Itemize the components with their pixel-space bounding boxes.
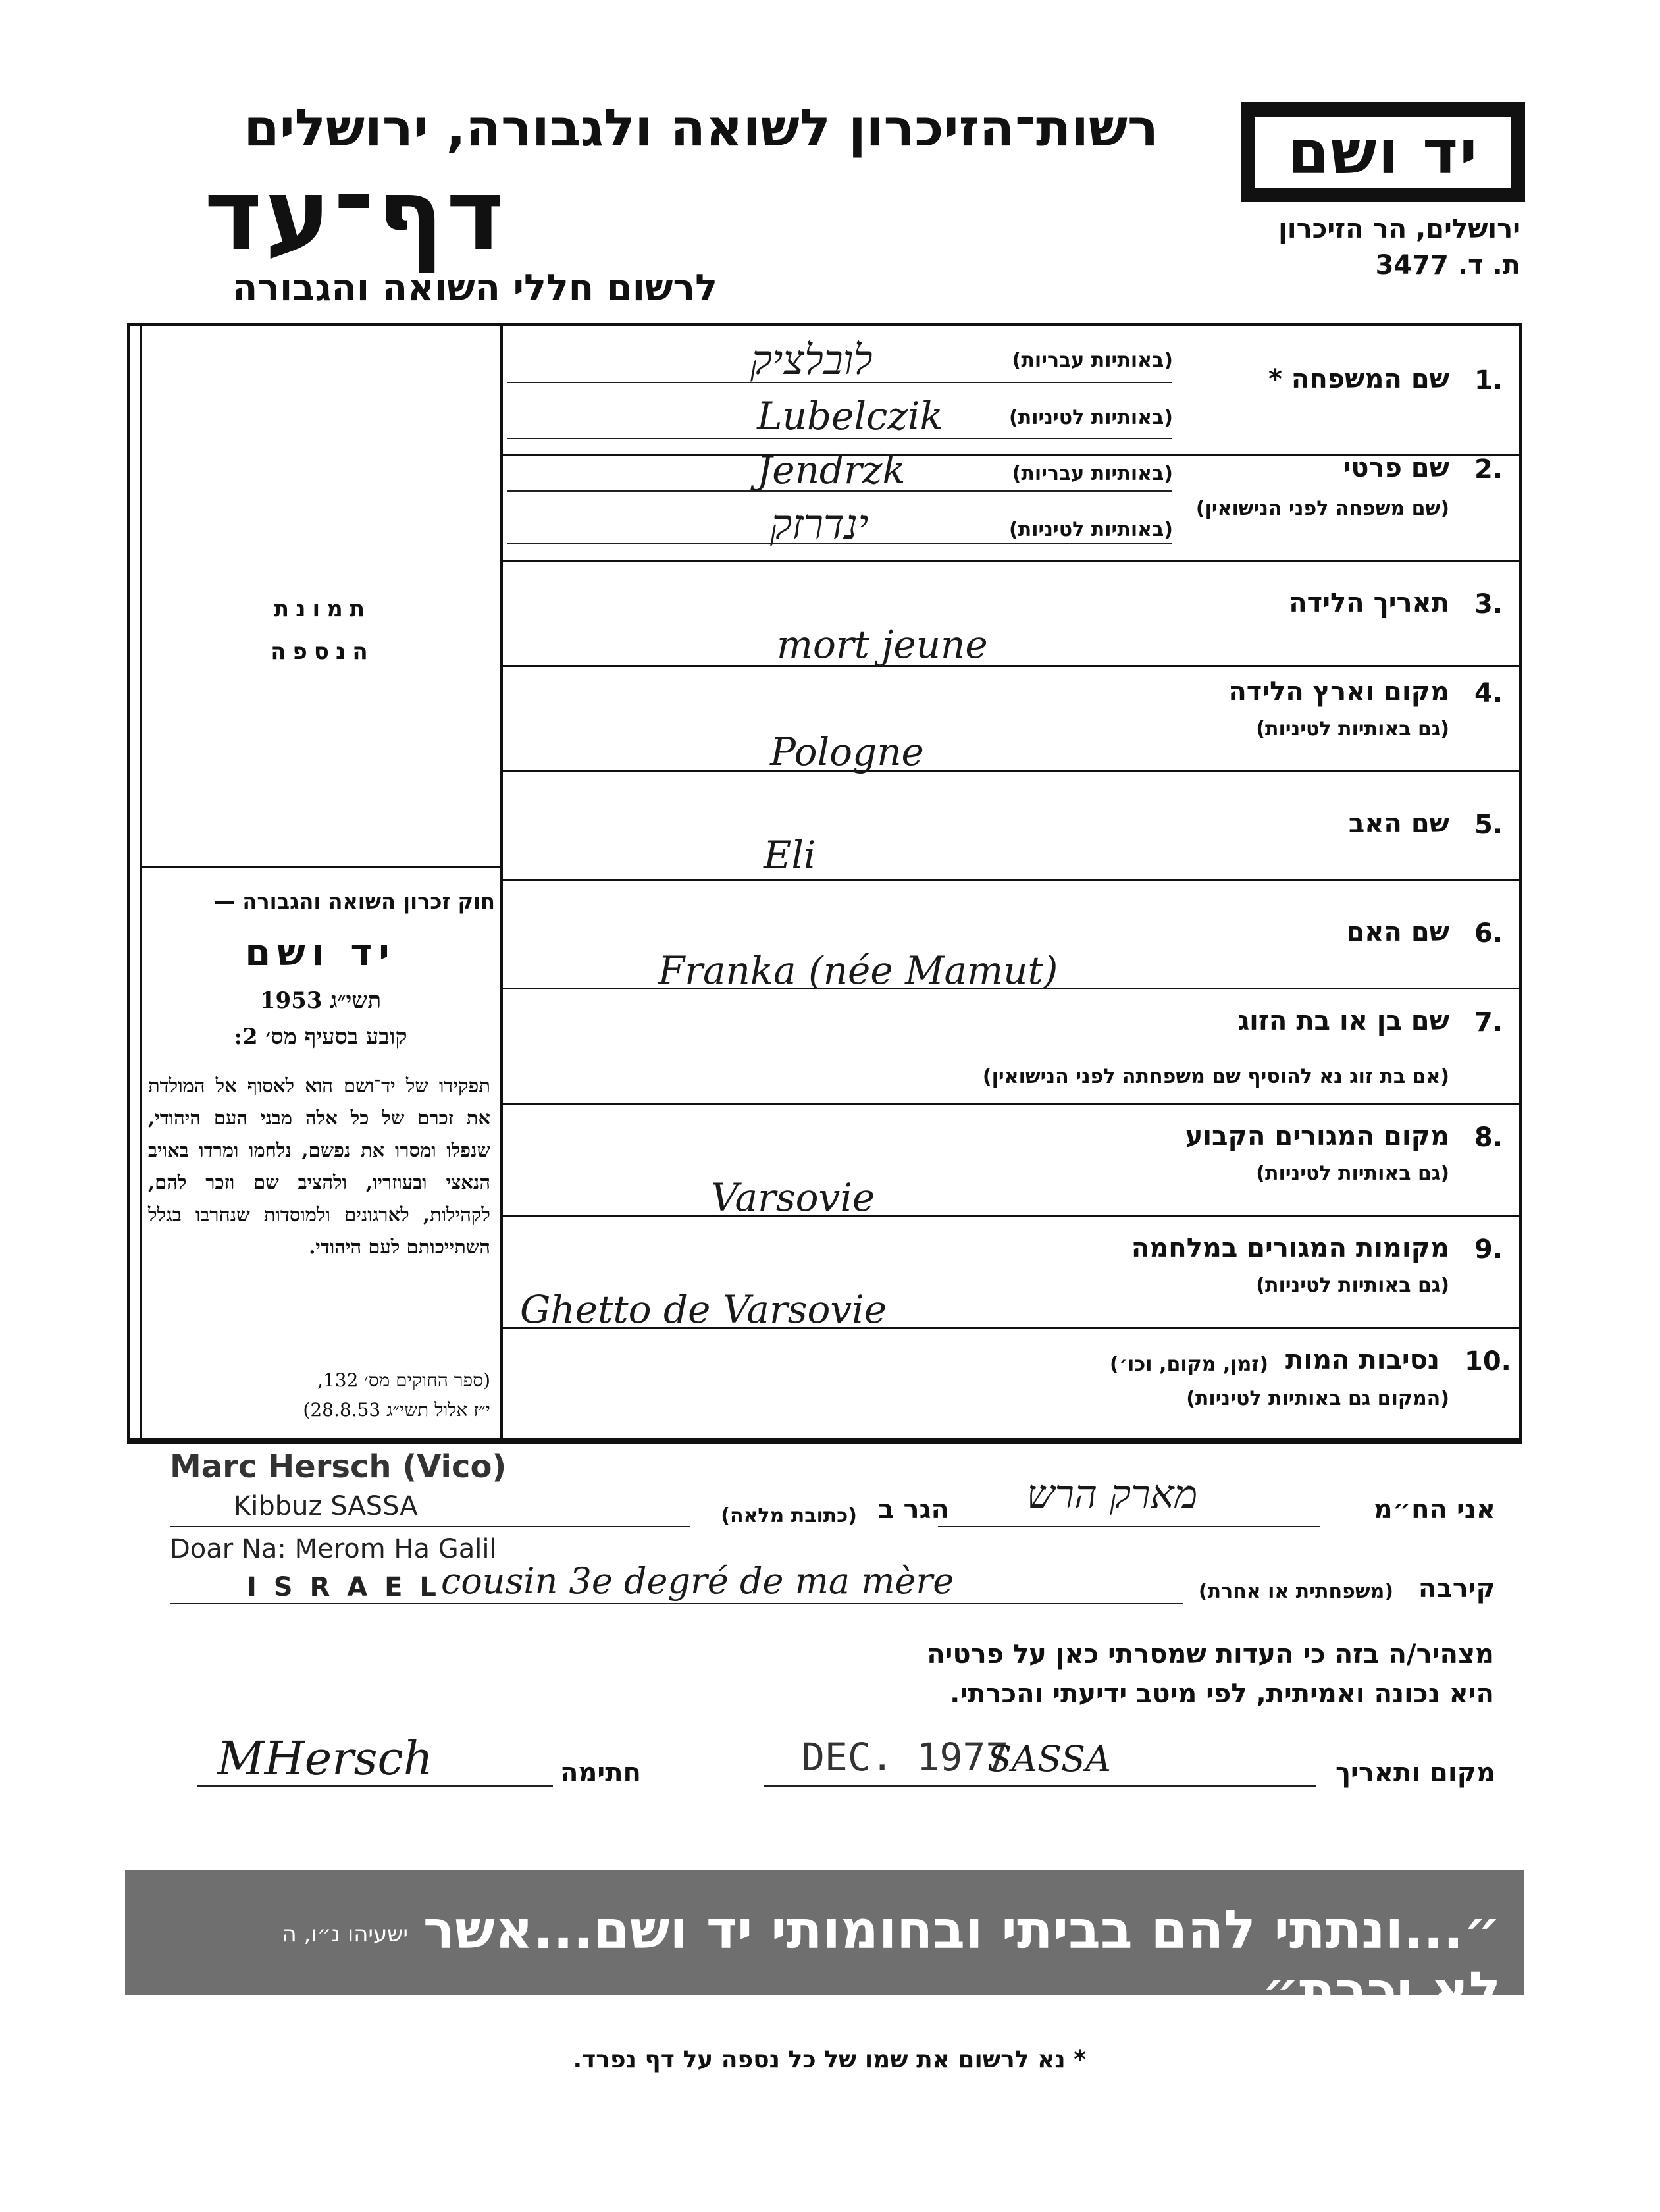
footnote: * נא לרשום את שמו של כל נספה על דף נפרד. (573, 2046, 1086, 2073)
field-7-note: (אם בת זוג נא להוסיף שם משפחתה לפני הנישואין) (982, 1065, 1449, 1088)
field-8-label: מקום המגורים הקבוע (1185, 1121, 1449, 1151)
field-1-value-hebrew: לובלציק (750, 336, 873, 384)
field-4-note: (גם באותיות לטיניות) (1256, 718, 1449, 741)
field-7-number: 7. (1474, 1007, 1503, 1038)
field-5-label: שם האב (1348, 808, 1449, 839)
field-8-value: Varsovie (711, 1175, 875, 1220)
field-7-label: שם בן או בת הזוג (1237, 1006, 1449, 1036)
field-3-number: 3. (1474, 589, 1503, 619)
field-1-value-latin: Lubelczik (757, 394, 943, 438)
relation-hint: (משפחתית או אחרת) (1198, 1580, 1393, 1603)
field-2-number: 2. (1474, 454, 1503, 485)
law-clause: קובע בסעיף מס׳ 2: (234, 1024, 407, 1050)
field-8-number: 8. (1474, 1122, 1503, 1153)
law-source-2: י״ז אלול תשי״ג 28.8.53) (303, 1399, 490, 1421)
field-6-label: שם האם (1346, 917, 1449, 947)
photo-label-line1: תמונת (273, 596, 372, 622)
stamp-name: Marc Hersch (Vico) (170, 1448, 507, 1485)
declaration-line-2: היא נכונה ואמיתית, לפי מיטב ידיעתי והכרתי. (950, 1679, 1494, 1709)
relation-label: קירבה (1418, 1573, 1495, 1604)
field-4-label: מקום וארץ הלידה (1228, 677, 1449, 707)
resides-label: הגר ב (878, 1494, 949, 1525)
address-hint: (כתובת מלאה) (721, 1504, 857, 1527)
field-3-value: mort jeune (777, 622, 988, 667)
field-5-value: Eli (764, 833, 816, 878)
place-date-label: מקום ותאריך (1335, 1758, 1495, 1788)
field-10-number: 10. (1465, 1346, 1511, 1377)
field-2-hint-latin: (באותיות לטיניות) (1009, 518, 1173, 541)
photo-label-line2: הנספה (271, 639, 375, 665)
stamp-line-2: Kibbuz SASSA (234, 1491, 418, 1521)
relation-value: cousin 3e degré de ma mère (441, 1560, 954, 1602)
form-subtitle: לרשום חללי השואה והגבורה (232, 267, 717, 309)
banner-source: ישעיהו נ״ו, ה (282, 1921, 408, 1947)
logo-text: יד ושם (1287, 117, 1479, 188)
photo-column-divider (140, 323, 142, 1442)
field-2-label: שם פרטי (1343, 453, 1449, 483)
field-5-number: 5. (1474, 810, 1503, 840)
field-9-label: מקומות המגורים במלחמה (1131, 1233, 1449, 1263)
declarant-i-label: אני הח״מ (1373, 1494, 1495, 1525)
left-column-divider (500, 323, 503, 1442)
authority-title: רשות־הזיכרון לשואה ולגבורה, ירושלים (244, 99, 1158, 158)
field-10-label: נסיבות המות (1285, 1345, 1440, 1375)
field-1-label: שם המשפחה * (1268, 364, 1449, 394)
signature-label: חתימה (559, 1758, 641, 1788)
field-9-value: Ghetto de Varsovie (520, 1287, 887, 1332)
pobox-text: ת. ד. 3477 (1375, 250, 1520, 280)
field-6-value: Franka (née Mamut) (658, 948, 1058, 993)
law-name: חוק זכרון השואה והגבורה — (214, 889, 495, 914)
stamp-line-3: Doar Na: Merom Ha Galil (170, 1534, 497, 1564)
banner-quote: ״...ונתתי להם בביתי ובחומותי יד ושם...אשר לא יכרת״ (423, 1899, 1501, 2022)
field-1-hint-hebrew: (באותיות עבריות) (1012, 349, 1173, 372)
form-title: דף־עד (204, 158, 507, 273)
field-10-note-2: (המקום גם באותיות לטיניות) (1186, 1387, 1449, 1410)
law-text: תפקידו של יד־ושם הוא לאסוף אל המולדת את זכרם של כל אלה מבני העם היהודי, שנפלו ומסרו את נפשם, נלחמו ומרדו באויב הנאצי ובעוזריו, ולהציב שם וזכר להם, לקהילות, לארגונים ולמוסדות שנחרבו בגלל השתייכותם לעם היהודי. (148, 1074, 490, 1258)
field-2-hint-hebrew: (באותיות עבריות) (1012, 462, 1173, 485)
stamp-line-4: I S R A E L (247, 1572, 440, 1602)
field-2-value-b: ינדרזק (770, 500, 869, 548)
field-6-number: 6. (1474, 918, 1503, 949)
law-year: תשי״ג 1953 (259, 988, 382, 1014)
law-yad-vashem: יד ושם (245, 932, 396, 974)
field-3-label: תאריך הלידה (1289, 588, 1449, 618)
date-value: DEC. 1977 (802, 1735, 1009, 1779)
signature: MHersch (217, 1731, 433, 1785)
field-4-value: Pologne (770, 729, 924, 774)
law-source-1: (ספר החוקים מס׳ 132, (317, 1369, 490, 1391)
field-2-value-a: Jendrzk (757, 448, 906, 492)
declaration-line-1: מצהיר/ה בזה כי העדות שמסרתי כאן על פרטיה (927, 1639, 1494, 1670)
field-1-number: 1. (1474, 365, 1503, 396)
yad-vashem-logo (1241, 102, 1525, 202)
location-text: ירושלים, הר הזיכרון (1278, 214, 1520, 244)
declarant-i-value: מארק הרש (1027, 1471, 1198, 1517)
field-9-number: 9. (1474, 1234, 1503, 1265)
field-9-note: (גם באותיות לטיניות) (1256, 1274, 1449, 1297)
field-2-note: (שם משפחה לפני הנישואין) (1195, 497, 1449, 520)
field-1-hint-latin: (באותיות לטיניות) (1009, 406, 1173, 429)
place-value: SASSA (987, 1738, 1112, 1779)
field-4-number: 4. (1474, 678, 1503, 708)
field-10-note-1: (זמן, מקום, וכו׳) (1109, 1353, 1268, 1376)
field-8-note: (גם באותיות לטיניות) (1256, 1162, 1449, 1185)
